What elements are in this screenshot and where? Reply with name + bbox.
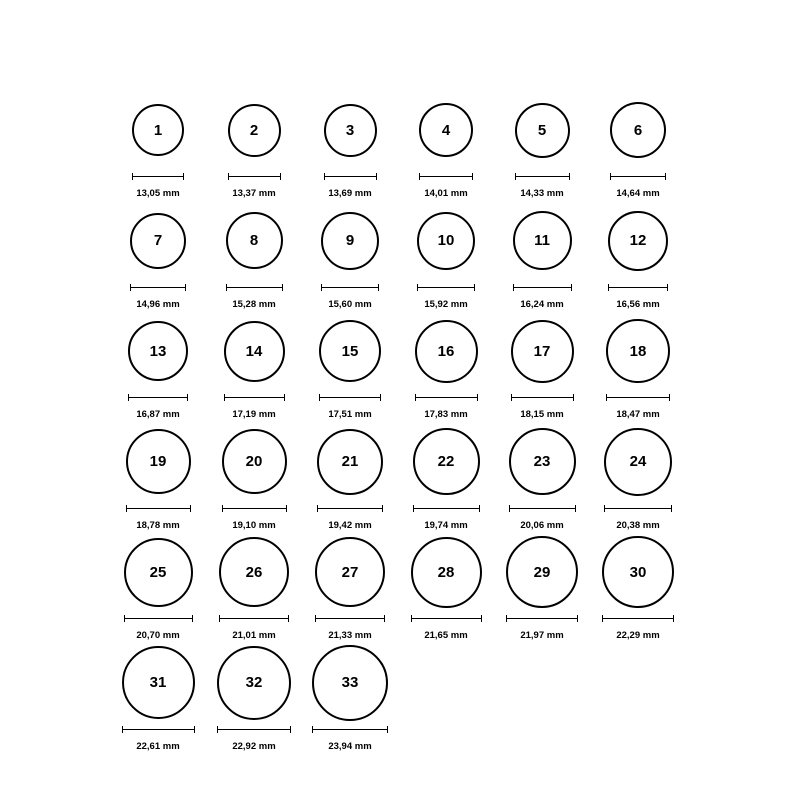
ring-size-cell [302,309,398,420]
measure-line-icon [126,508,191,509]
ring-circle-wrap [110,199,206,283]
diameter-value-label: 21,97 mm [520,630,564,641]
ring-size-cell [590,199,686,310]
diameter-value-label: 14,01 mm [424,188,468,199]
ring-circle-icon [511,320,574,383]
ring-size-label: 13 [149,342,167,360]
ring-circle-wrap [494,420,590,504]
ring-size-cell [494,530,590,641]
measure-line-icon [515,176,570,177]
diameter-value-label: 17,51 mm [328,409,372,420]
diameter-measure-bar [130,284,186,298]
measure-line-icon [124,618,193,619]
diameter-value-label: 14,33 mm [520,188,564,199]
measure-line-icon [321,287,379,288]
ring-circle-icon [602,536,674,608]
diameter-value-label: 14,64 mm [616,188,660,199]
ring-size-label: 27 [341,563,359,581]
ring-circle-icon [324,104,377,157]
measure-tick-icon [122,726,195,733]
measure-tick-icon [515,173,570,180]
ring-size-cell [302,420,398,531]
measure-line-icon [122,729,195,730]
ring-size-label: 7 [153,232,163,249]
measure-tick-icon [602,615,674,622]
ring-size-grid [110,88,690,751]
ring-size-label: 26 [245,563,263,581]
ring-circle-wrap [302,530,398,614]
ring-circle-icon [124,538,193,607]
diameter-value-label: 20,38 mm [616,519,660,531]
diameter-measure-bar [122,726,195,740]
ring-circle-wrap [398,309,494,393]
ring-circle-icon [217,646,291,720]
ring-circle-icon [226,212,283,269]
measure-tick-icon [315,615,385,622]
diameter-value-label: 15,60 mm [328,298,372,310]
ring-size-cell [206,88,302,199]
ring-size-cell [302,88,398,199]
ring-size-cell [590,420,686,531]
ring-size-label: 10 [437,232,455,249]
ring-size-cell [302,530,398,641]
ring-circle-icon [415,320,478,383]
ring-size-cell [494,88,590,199]
ring-size-cell [206,641,302,752]
diameter-measure-bar [417,284,475,298]
ring-size-cell [206,530,302,641]
ring-size-label: 4 [441,121,451,139]
diameter-value-label: 15,28 mm [232,298,276,310]
ring-circle-icon [419,103,473,157]
ring-circle-icon [321,212,379,270]
measure-tick-icon [124,615,193,622]
ring-size-label: 2 [249,121,259,139]
ring-size-cell [206,199,302,310]
ring-size-label: 18 [629,342,647,360]
measure-tick-icon [513,284,572,291]
ring-size-cell [398,530,494,641]
ring-circle-wrap [302,641,398,725]
ring-circle-icon [604,428,672,496]
measure-line-icon [324,176,377,177]
ring-size-cell [110,88,206,199]
diameter-measure-bar [506,615,578,629]
ring-size-cell [110,199,206,310]
ring-size-label: 29 [533,563,551,581]
diameter-value-label: 19,42 mm [328,519,372,531]
diameter-measure-bar [312,726,388,740]
ring-size-cell [110,420,206,531]
measure-line-icon [513,287,572,288]
diameter-measure-bar [317,505,383,519]
ring-circle-icon [130,213,186,269]
ring-size-cell [110,530,206,641]
diameter-measure-bar [511,394,574,408]
measure-tick-icon [509,505,576,512]
measure-tick-icon [317,505,383,512]
diameter-measure-bar [411,615,482,629]
ring-size-label: 33 [341,674,359,691]
ring-size-cell [398,309,494,420]
measure-line-icon [417,287,475,288]
diameter-measure-bar [604,505,672,519]
ring-circle-wrap [494,530,590,614]
ring-circle-wrap [590,530,686,614]
measure-line-icon [506,618,578,619]
diameter-value-label: 20,70 mm [136,630,180,641]
diameter-measure-bar [128,394,188,408]
ring-size-cell [590,88,686,199]
diameter-value-label: 21,01 mm [232,630,276,641]
ring-circle-wrap [206,199,302,283]
ring-size-cell [110,309,206,420]
measure-line-icon [228,176,281,177]
measure-line-icon [608,287,668,288]
measure-line-icon [224,397,285,398]
diameter-measure-bar [415,394,478,408]
ring-circle-icon [222,429,287,494]
ring-size-label: 9 [345,232,355,249]
ring-circle-icon [128,321,188,381]
diameter-value-label: 16,87 mm [136,409,180,420]
ring-circle-wrap [110,530,206,614]
ring-circle-icon [411,537,482,608]
measure-line-icon [604,508,672,509]
diameter-value-label: 13,69 mm [328,188,372,199]
measure-tick-icon [132,173,184,180]
ring-size-cell [206,309,302,420]
ring-size-label: 11 [534,232,550,249]
diameter-measure-bar [222,505,287,519]
ring-circle-wrap [110,309,206,393]
ring-circle-wrap [590,420,686,504]
diameter-value-label: 22,29 mm [616,630,660,641]
ring-size-cell [302,641,398,752]
diameter-value-label: 21,33 mm [328,630,372,641]
diameter-measure-bar [217,726,291,740]
ring-size-label: 17 [533,342,551,360]
measure-tick-icon [319,394,381,401]
ring-circle-wrap [590,88,686,172]
ring-circle-icon [413,428,480,495]
ring-size-label: 6 [633,121,643,139]
ring-circle-wrap [302,88,398,172]
diameter-measure-bar [515,173,570,187]
ring-circle-icon [610,102,666,158]
diameter-measure-bar [319,394,381,408]
measure-tick-icon [126,505,191,512]
measure-line-icon [128,397,188,398]
measure-tick-icon [324,173,377,180]
ring-size-cell [302,199,398,310]
ring-size-label: 3 [345,121,355,139]
diameter-measure-bar [419,173,473,187]
measure-tick-icon [321,284,379,291]
ring-circle-wrap [494,309,590,393]
ring-size-label: 23 [533,453,551,470]
diameter-value-label: 15,92 mm [424,298,468,310]
diameter-measure-bar [124,615,193,629]
diameter-value-label: 18,47 mm [616,409,660,420]
ring-circle-icon [608,211,668,271]
ring-size-label: 31 [149,674,167,691]
ring-circle-wrap [206,641,302,725]
measure-line-icon [415,397,478,398]
ring-circle-wrap [206,530,302,614]
diameter-measure-bar [224,394,285,408]
diameter-value-label: 16,56 mm [616,298,660,310]
ring-circle-wrap [206,88,302,172]
ring-size-label: 24 [629,453,647,470]
measure-tick-icon [608,284,668,291]
ring-circle-wrap [398,88,494,172]
measure-tick-icon [217,726,291,733]
diameter-value-label: 14,96 mm [136,298,180,310]
ring-size-label: 32 [245,674,263,691]
ring-size-label: 16 [437,342,455,360]
measure-line-icon [602,618,674,619]
diameter-value-label: 17,83 mm [424,409,468,420]
measure-line-icon [509,508,576,509]
measure-tick-icon [413,505,480,512]
diameter-value-label: 19,10 mm [232,519,276,531]
ring-size-cell [398,199,494,310]
diameter-measure-bar [606,394,670,408]
diameter-measure-bar [513,284,572,298]
measure-tick-icon [130,284,186,291]
measure-line-icon [312,729,388,730]
ring-circle-wrap [590,199,686,283]
ring-size-label: 30 [629,563,647,581]
ring-circle-wrap [302,309,398,393]
diameter-value-label: 23,94 mm [328,740,372,752]
ring-circle-wrap [590,309,686,393]
ring-circle-wrap [110,641,206,725]
diameter-measure-bar [132,173,184,187]
diameter-measure-bar [315,615,385,629]
diameter-value-label: 19,74 mm [424,519,468,531]
measure-tick-icon [222,505,287,512]
measure-line-icon [610,176,666,177]
diameter-measure-bar [509,505,576,519]
ring-size-cell [398,88,494,199]
measure-line-icon [511,397,574,398]
measure-tick-icon [606,394,670,401]
measure-line-icon [606,397,670,398]
ring-circle-wrap [110,420,206,504]
measure-tick-icon [128,394,188,401]
ring-circle-icon [515,103,570,158]
ring-size-label: 22 [437,453,455,470]
measure-tick-icon [219,615,289,622]
measure-tick-icon [224,394,285,401]
measure-tick-icon [415,394,478,401]
measure-line-icon [315,618,385,619]
ring-circle-icon [319,320,381,382]
measure-tick-icon [312,726,388,733]
ring-size-cell [494,309,590,420]
ring-circle-wrap [398,199,494,283]
ring-circle-icon [509,428,576,495]
diameter-measure-bar [324,173,377,187]
ring-circle-icon [126,429,191,494]
measure-tick-icon [411,615,482,622]
ring-circle-icon [219,537,289,607]
ring-size-label: 8 [249,232,259,249]
measure-line-icon [217,729,291,730]
ring-size-cell [206,420,302,531]
ring-size-label: 15 [341,342,359,360]
measure-tick-icon [604,505,672,512]
measure-line-icon [419,176,473,177]
ring-circle-wrap [110,88,206,172]
diameter-measure-bar [602,615,674,629]
ring-size-label: 1 [153,121,163,139]
measure-tick-icon [506,615,578,622]
ring-circle-icon [228,104,281,157]
ring-circle-wrap [206,309,302,393]
diameter-value-label: 18,78 mm [136,519,180,531]
ring-circle-icon [513,211,572,270]
diameter-value-label: 16,24 mm [520,298,564,310]
diameter-measure-bar [608,284,668,298]
diameter-measure-bar [321,284,379,298]
diameter-measure-bar [413,505,480,519]
ring-circle-wrap [302,199,398,283]
ring-circle-icon [122,646,195,719]
ring-circle-icon [312,645,388,721]
measure-line-icon [226,287,283,288]
ring-circle-icon [317,429,383,495]
ring-size-cell [398,420,494,531]
diameter-value-label: 22,92 mm [232,740,276,752]
measure-tick-icon [228,173,281,180]
ring-size-cell [590,309,686,420]
ring-size-label: 28 [437,563,455,581]
ring-size-label: 5 [537,121,547,139]
measure-line-icon [317,508,383,509]
ring-circle-wrap [398,420,494,504]
diameter-measure-bar [126,505,191,519]
ring-circle-icon [315,537,385,607]
ring-circle-icon [606,319,670,383]
measure-tick-icon [511,394,574,401]
diameter-value-label: 17,19 mm [232,409,276,420]
measure-line-icon [219,618,289,619]
ring-size-label: 12 [629,232,647,249]
diameter-measure-bar [226,284,283,298]
ring-circle-wrap [494,88,590,172]
measure-line-icon [411,618,482,619]
ring-circle-icon [417,212,475,270]
diameter-value-label: 22,61 mm [136,740,180,752]
ring-circle-icon [224,321,285,382]
ring-size-label: 25 [149,563,167,581]
ring-circle-wrap [206,420,302,504]
measure-line-icon [132,176,184,177]
ring-circle-icon [132,104,184,156]
diameter-value-label: 13,37 mm [232,188,276,199]
ring-size-label: 21 [341,453,359,470]
ring-size-cell [590,530,686,641]
measure-tick-icon [419,173,473,180]
diameter-measure-bar [610,173,666,187]
diameter-value-label: 13,05 mm [136,188,180,199]
ring-size-label: 20 [245,453,263,470]
measure-tick-icon [610,173,666,180]
ring-circle-icon [506,536,578,608]
measure-tick-icon [417,284,475,291]
ring-size-cell [110,641,206,752]
ring-circle-wrap [302,420,398,504]
diameter-measure-bar [219,615,289,629]
ring-size-label: 19 [149,453,167,470]
diameter-value-label: 18,15 mm [520,409,564,420]
measure-tick-icon [226,284,283,291]
measure-line-icon [413,508,480,509]
measure-line-icon [319,397,381,398]
diameter-value-label: 21,65 mm [424,630,468,641]
measure-line-icon [130,287,186,288]
ring-circle-wrap [398,530,494,614]
ring-circle-wrap [494,199,590,283]
diameter-value-label: 20,06 mm [520,519,564,531]
ring-size-label: 14 [245,342,263,360]
diameter-measure-bar [228,173,281,187]
ring-size-cell [494,199,590,310]
ring-size-cell [494,420,590,531]
measure-line-icon [222,508,287,509]
